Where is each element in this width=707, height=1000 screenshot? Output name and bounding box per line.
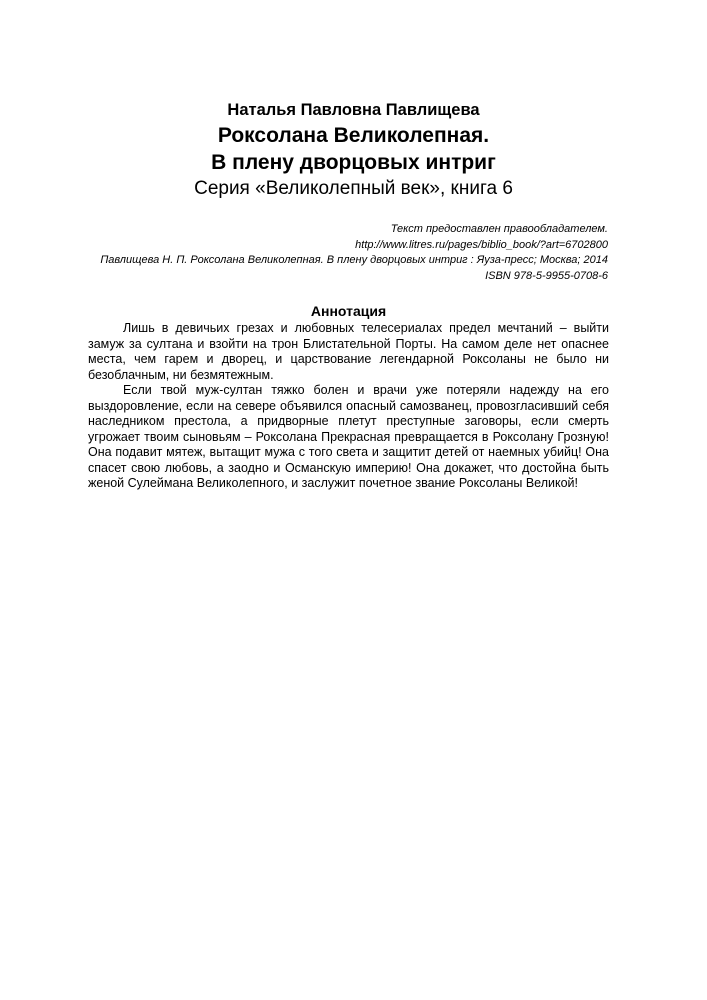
book-title-line-1: Роксолана Великолепная.	[217, 124, 490, 147]
title-block	[0, 99, 707, 202]
annotation-heading: Аннотация	[310, 303, 387, 319]
series-info: Серия «Великолепный век», книга 6	[194, 178, 513, 199]
rights-notice: Текст предоставлен правообладателем.	[390, 223, 608, 235]
author-name: Наталья Павловна Павлищева	[227, 101, 480, 119]
bibliographic-citation: Павлищева Н. П. Роксолана Великолепная. В плену дворцовых интриг : Яуза-пресс; Москва; 2014	[100, 254, 608, 266]
isbn: ISBN 978-5-9955-0708-6	[485, 269, 608, 282]
source-url: http://www.litres.ru/pages/biblio_book/?art=6702800	[355, 238, 608, 251]
annotation-section	[88, 302, 609, 492]
publication-meta	[48, 222, 608, 284]
annotation-paragraph-1: Лишь в девичьих грезах и любовных телесериалах предел мечтаний – выйти замуж за султана и взойти на трон Блистательной Порты. На самом деле нет опаснее места, чем гарем и дворец, и царствование легендарной Роксоланы не было ни безоблачным, ни безмятежным.	[88, 321, 609, 382]
annotation-paragraph-2: Если твой муж-султан тяжко болен и врачи уже потеряли надежду на его выздоровление, если на севере объявился опасный самозванец, провозгласивший себя наследником престола, а придворные плетут преступные заговоры, если смерть угрожает твоим сыновьям – Роксолана Прекрасная превращается в Роксолану Грозную! Она подавит мятеж, вытащит мужа с того света и защитит детей от наемных убийц! Она спасет свою любовь, а заодно и Османскую империю! Она докажет, что достойна быть женой Сулеймана Великолепного, и заслужит почетное звание Роксоланы Великой!	[88, 383, 609, 490]
book-title-line-2: В плену дворцовых интриг	[211, 151, 496, 174]
